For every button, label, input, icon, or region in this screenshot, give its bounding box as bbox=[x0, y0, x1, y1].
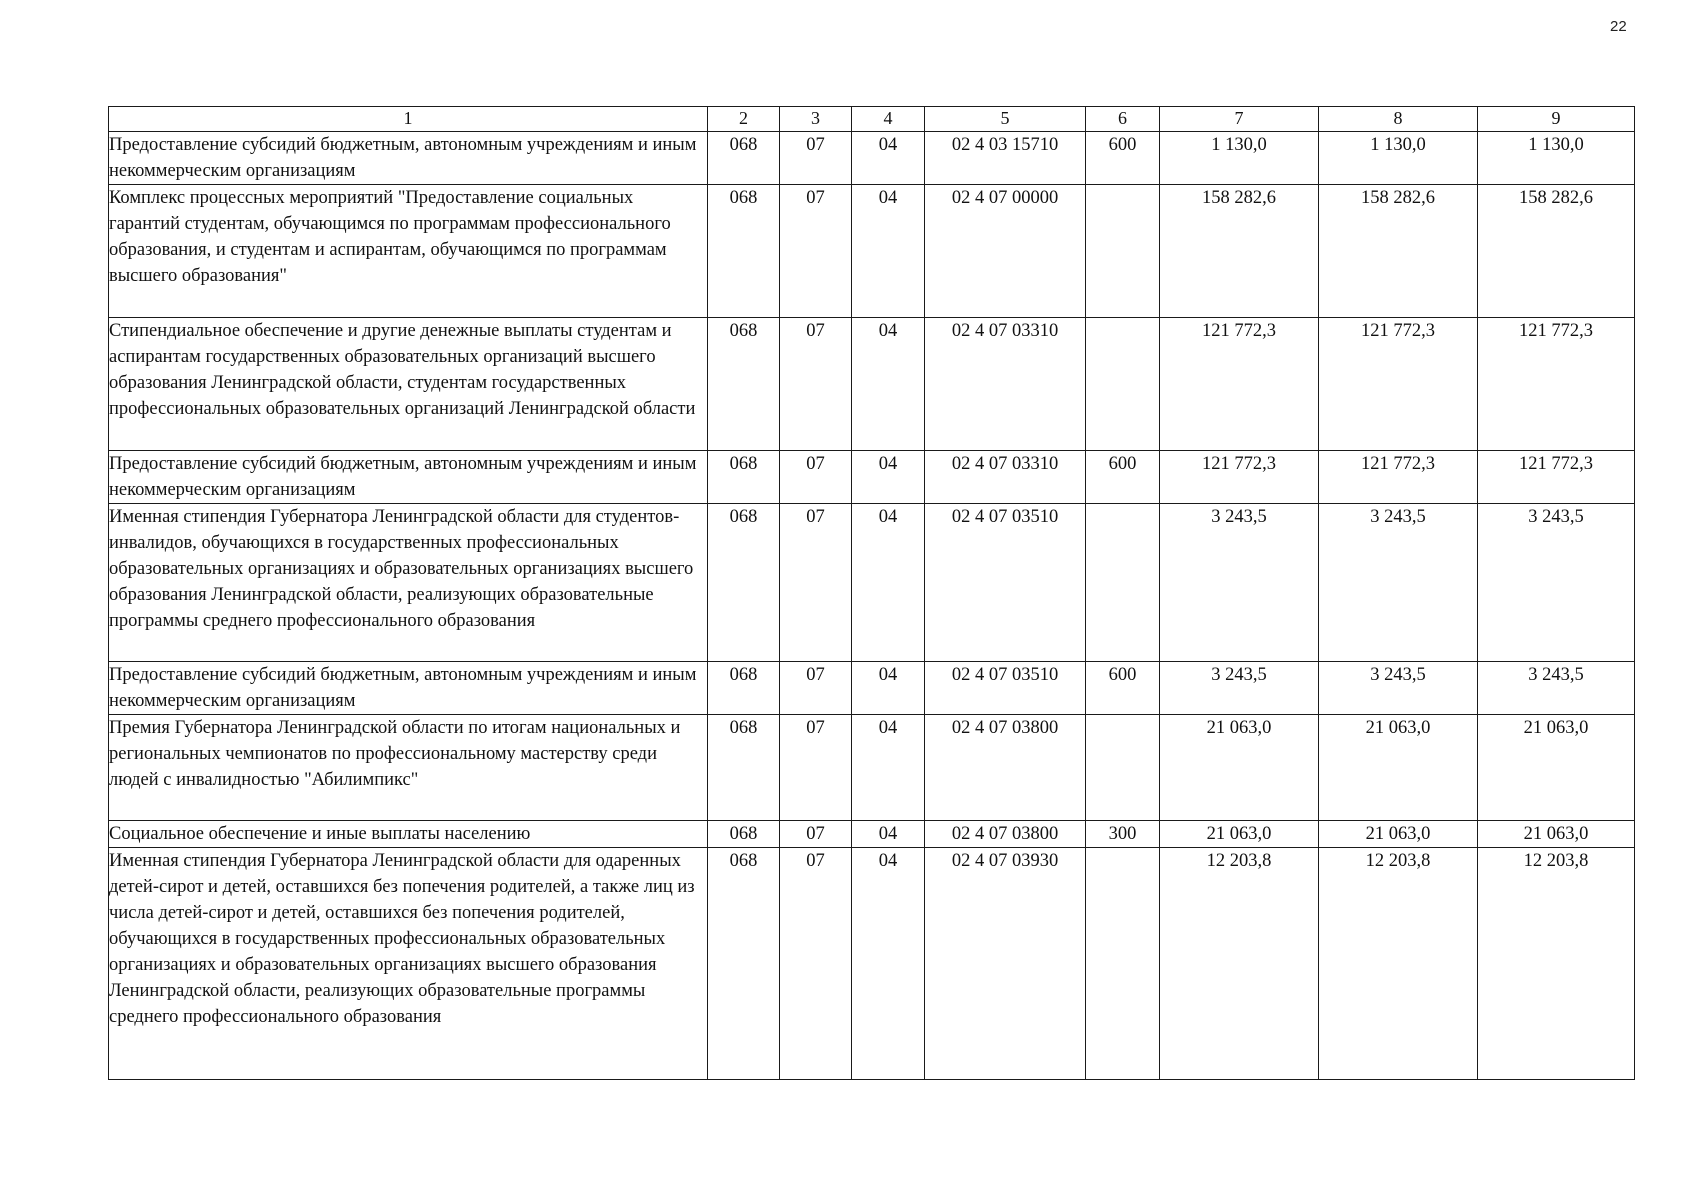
table-row bbox=[109, 662, 1635, 715]
row-amount-7: 158 282,6 bbox=[1160, 185, 1319, 318]
row-name: Премия Губернатора Ленинградской области по итогам национальных и региональных чемпионатов по профессиональному мастерству среди людей с инвалидностью "Абилимпикс" bbox=[109, 715, 708, 821]
row-amount-7: 21 063,0 bbox=[1160, 821, 1319, 848]
row-ministry-code: 068 bbox=[708, 451, 780, 504]
row-section-code: 07 bbox=[780, 715, 852, 821]
budget-table bbox=[108, 106, 1635, 1080]
row-name: Предоставление субсидий бюджетным, автономным учреждениям и иным некоммерческим организациям bbox=[109, 132, 708, 185]
row-ministry-code: 068 bbox=[708, 715, 780, 821]
row-ministry-code: 068 bbox=[708, 662, 780, 715]
row-amount-9: 1 130,0 bbox=[1478, 132, 1635, 185]
row-amount-7: 12 203,8 bbox=[1160, 848, 1319, 1080]
row-section-code: 07 bbox=[780, 821, 852, 848]
row-section-code: 07 bbox=[780, 451, 852, 504]
table-row bbox=[109, 132, 1635, 185]
row-target-code: 02 4 07 03310 bbox=[925, 318, 1086, 451]
table-row bbox=[109, 185, 1635, 318]
row-subsection-code: 04 bbox=[852, 132, 925, 185]
row-amount-9: 121 772,3 bbox=[1478, 451, 1635, 504]
row-ministry-code: 068 bbox=[708, 821, 780, 848]
header-cell-8: 8 bbox=[1319, 107, 1478, 132]
row-subsection-code: 04 bbox=[852, 848, 925, 1080]
row-subsection-code: 04 bbox=[852, 715, 925, 821]
header-cell-2: 2 bbox=[708, 107, 780, 132]
row-amount-9: 121 772,3 bbox=[1478, 318, 1635, 451]
row-subsection-code: 04 bbox=[852, 662, 925, 715]
row-amount-7: 1 130,0 bbox=[1160, 132, 1319, 185]
row-section-code: 07 bbox=[780, 848, 852, 1080]
header-cell-4: 4 bbox=[852, 107, 925, 132]
row-amount-8: 121 772,3 bbox=[1319, 318, 1478, 451]
row-expense-type bbox=[1086, 185, 1160, 318]
row-ministry-code: 068 bbox=[708, 318, 780, 451]
row-expense-type bbox=[1086, 715, 1160, 821]
row-target-code: 02 4 07 03510 bbox=[925, 504, 1086, 662]
row-amount-8: 1 130,0 bbox=[1319, 132, 1478, 185]
header-cell-6: 6 bbox=[1086, 107, 1160, 132]
row-name: Социальное обеспечение и иные выплаты населению bbox=[109, 821, 708, 848]
row-name: Предоставление субсидий бюджетным, автономным учреждениям и иным некоммерческим организациям bbox=[109, 451, 708, 504]
row-target-code: 02 4 07 00000 bbox=[925, 185, 1086, 318]
row-amount-9: 158 282,6 bbox=[1478, 185, 1635, 318]
row-ministry-code: 068 bbox=[708, 132, 780, 185]
page-number: 22 bbox=[1610, 18, 1627, 35]
row-target-code: 02 4 03 15710 bbox=[925, 132, 1086, 185]
row-amount-7: 121 772,3 bbox=[1160, 451, 1319, 504]
row-expense-type: 300 bbox=[1086, 821, 1160, 848]
row-amount-8: 21 063,0 bbox=[1319, 821, 1478, 848]
row-expense-type bbox=[1086, 504, 1160, 662]
row-amount-8: 21 063,0 bbox=[1319, 715, 1478, 821]
table-row bbox=[109, 821, 1635, 848]
row-name: Комплекс процессных мероприятий "Предоставление социальных гарантий студентам, обучающимся по программам профессионального образования, и студентам и аспирантам, обучающимся по программам высшего образования" bbox=[109, 185, 708, 318]
row-name: Предоставление субсидий бюджетным, автономным учреждениям и иным некоммерческим организациям bbox=[109, 662, 708, 715]
row-subsection-code: 04 bbox=[852, 451, 925, 504]
row-amount-9: 21 063,0 bbox=[1478, 715, 1635, 821]
row-subsection-code: 04 bbox=[852, 185, 925, 318]
row-amount-8: 3 243,5 bbox=[1319, 504, 1478, 662]
header-cell-5: 5 bbox=[925, 107, 1086, 132]
row-ministry-code: 068 bbox=[708, 504, 780, 662]
row-subsection-code: 04 bbox=[852, 318, 925, 451]
row-amount-8: 12 203,8 bbox=[1319, 848, 1478, 1080]
row-subsection-code: 04 bbox=[852, 821, 925, 848]
row-amount-8: 121 772,3 bbox=[1319, 451, 1478, 504]
row-amount-7: 121 772,3 bbox=[1160, 318, 1319, 451]
row-amount-7: 3 243,5 bbox=[1160, 662, 1319, 715]
row-subsection-code: 04 bbox=[852, 504, 925, 662]
header-cell-9: 9 bbox=[1478, 107, 1635, 132]
row-amount-7: 21 063,0 bbox=[1160, 715, 1319, 821]
row-name: Именная стипендия Губернатора Ленинградской области для студентов-инвалидов, обучающихся в государственных профессиональных образовательных организациях и образовательных организациях высшего образования Ленинградской области, реализующих образовательные программы среднего профессионального образования bbox=[109, 504, 708, 662]
row-amount-8: 3 243,5 bbox=[1319, 662, 1478, 715]
row-section-code: 07 bbox=[780, 318, 852, 451]
row-target-code: 02 4 07 03310 bbox=[925, 451, 1086, 504]
row-amount-9: 3 243,5 bbox=[1478, 504, 1635, 662]
header-row bbox=[109, 107, 1635, 132]
table-row bbox=[109, 848, 1635, 1080]
row-expense-type bbox=[1086, 318, 1160, 451]
row-amount-9: 21 063,0 bbox=[1478, 821, 1635, 848]
row-name: Именная стипендия Губернатора Ленинградской области для одаренных детей-сирот и детей, оставшихся без попечения родителей, а также лиц из числа детей-сирот и детей, оставшихся без попечения родителей, обучающихся в государственных профессиональных образовательных организациях и образовательных организациях высшего образования Ленинградской области, реализующих образовательные программы среднего профессионального образования bbox=[109, 848, 708, 1080]
row-target-code: 02 4 07 03800 bbox=[925, 821, 1086, 848]
table-row bbox=[109, 715, 1635, 821]
table-row bbox=[109, 504, 1635, 662]
row-expense-type: 600 bbox=[1086, 132, 1160, 185]
row-target-code: 02 4 07 03800 bbox=[925, 715, 1086, 821]
row-amount-7: 3 243,5 bbox=[1160, 504, 1319, 662]
row-ministry-code: 068 bbox=[708, 848, 780, 1080]
row-expense-type: 600 bbox=[1086, 451, 1160, 504]
header-cell-7: 7 bbox=[1160, 107, 1319, 132]
row-section-code: 07 bbox=[780, 662, 852, 715]
row-section-code: 07 bbox=[780, 132, 852, 185]
row-expense-type: 600 bbox=[1086, 662, 1160, 715]
row-target-code: 02 4 07 03510 bbox=[925, 662, 1086, 715]
row-section-code: 07 bbox=[780, 504, 852, 662]
table-row bbox=[109, 451, 1635, 504]
header-cell-3: 3 bbox=[780, 107, 852, 132]
row-ministry-code: 068 bbox=[708, 185, 780, 318]
row-section-code: 07 bbox=[780, 185, 852, 318]
header-cell-1: 1 bbox=[109, 107, 708, 132]
row-amount-9: 12 203,8 bbox=[1478, 848, 1635, 1080]
row-target-code: 02 4 07 03930 bbox=[925, 848, 1086, 1080]
row-amount-9: 3 243,5 bbox=[1478, 662, 1635, 715]
table-row bbox=[109, 318, 1635, 451]
row-amount-8: 158 282,6 bbox=[1319, 185, 1478, 318]
row-expense-type bbox=[1086, 848, 1160, 1080]
row-name: Стипендиальное обеспечение и другие денежные выплаты студентам и аспирантам государственных образовательных организаций высшего образования Ленинградской области, студентам государственных профессиональных образовательных организаций Ленинградской области bbox=[109, 318, 708, 451]
